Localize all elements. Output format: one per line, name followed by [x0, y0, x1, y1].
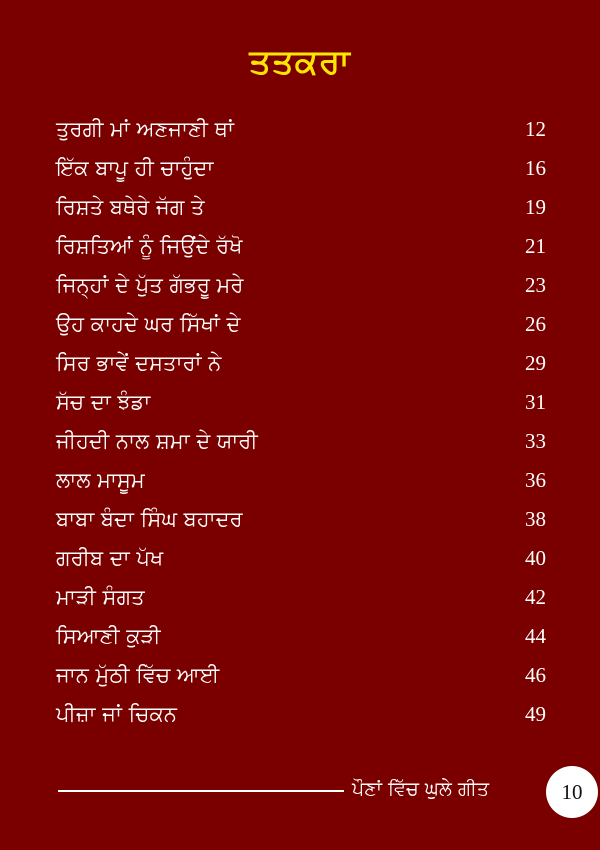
toc-entry: [56, 617, 546, 656]
toc-entry-page: 42: [525, 585, 546, 609]
toc-entry: [56, 422, 546, 461]
toc-entry-title: ਸਿਆਣੀ ਕੁੜੀ: [56, 624, 161, 648]
toc-entry-page: 19: [525, 195, 546, 219]
toc-entry-page: 29: [525, 351, 546, 375]
toc-entry: [56, 227, 546, 266]
toc-entry-title: ਰਿਸ਼ਤਿਆਂ ਨੂੰ ਜਿਉਂਦੇ ਰੱਖੋ: [56, 234, 243, 258]
toc-entry-title: ਇੱਕ ਬਾਪੂ ਹੀ ਚਾਹੁੰਦਾ: [56, 156, 214, 180]
toc-entry-page: 36: [525, 468, 546, 492]
toc-entry: [56, 305, 546, 344]
toc-entry-title: ਜਿਨ੍ਹਾਂ ਦੇ ਪੁੱਤ ਗੱਭਰੂ ਮਰੇ: [56, 273, 244, 297]
toc-entry-title: ਪੀਜ਼ਾ ਜਾਂ ਚਿਕਨ: [56, 702, 177, 726]
toc-entry-page: 23: [525, 273, 546, 297]
toc-entry-page: 12: [525, 117, 546, 141]
toc-entry-title: ਮਾੜੀ ਸੰਗਤ: [56, 585, 145, 609]
toc-entry-page: 44: [525, 624, 546, 648]
toc-entry-page: 21: [525, 234, 546, 258]
toc-entry: [56, 188, 546, 227]
page-title: ਤਤਕਰਾ: [249, 42, 351, 82]
toc-entry-title: ਬਾਬਾ ਬੰਦਾ ਸਿੰਘ ਬਹਾਦਰ: [56, 507, 243, 531]
toc-entry-page: 38: [525, 507, 546, 531]
toc-entry: [56, 500, 546, 539]
toc-entry-title: ਗਰੀਬ ਦਾ ਪੱਖ: [56, 546, 164, 570]
toc-entry: [56, 578, 546, 617]
toc-entry: [56, 695, 546, 734]
toc-entry: [56, 149, 546, 188]
toc-entry-page: 16: [525, 156, 546, 180]
toc-entry-title: ਤੁਰਗੀ ਮਾਂ ਅਣਜਾਣੀ ਥਾਂ: [56, 117, 234, 141]
toc-entry-page: 40: [525, 546, 546, 570]
toc-entry-title: ਜਾਨ ਮੁੱਠੀ ਵਿੱਚ ਆਈ: [56, 663, 220, 687]
toc-entry-title: ਸੱਚ ਦਾ ਝੰਡਾ: [56, 390, 151, 414]
toc-entry-title: ਜੀਹਦੀ ਨਾਲ ਸ਼ਮਾ ਦੇ ਯਾਰੀ: [56, 429, 258, 453]
toc-entry-title: ਰਿਸ਼ਤੇ ਬਥੇਰੇ ਜੱਗ ਤੇ: [56, 195, 205, 219]
toc-entry-page: 33: [525, 429, 546, 453]
table-of-contents: [56, 110, 546, 734]
footer-book-title: ਪੌਣਾਂ ਵਿੱਚ ਘੁਲੇ ਗੀਤ: [352, 778, 490, 800]
toc-entry: [56, 344, 546, 383]
toc-entry-title: ਉਹ ਕਾਹਦੇ ਘਰ ਸਿੱਖਾਂ ਦੇ: [56, 312, 241, 336]
toc-entry: [56, 110, 546, 149]
toc-entry-page: 26: [525, 312, 546, 336]
toc-entry-page: 31: [525, 390, 546, 414]
toc-entry: [56, 383, 546, 422]
toc-entry-page: 49: [525, 702, 546, 726]
toc-entry: [56, 539, 546, 578]
toc-entry-page: 46: [525, 663, 546, 687]
footer-divider: [58, 790, 344, 792]
page-number-badge: 10: [546, 766, 598, 818]
toc-entry: [56, 266, 546, 305]
toc-entry-title: ਲਾਲ ਮਾਸੂਮ: [56, 468, 145, 492]
toc-entry: [56, 461, 546, 500]
toc-entry-title: ਸਿਰ ਭਾਵੇਂ ਦਸਤਾਰਾਂ ਨੇ: [56, 351, 222, 375]
toc-entry: [56, 656, 546, 695]
